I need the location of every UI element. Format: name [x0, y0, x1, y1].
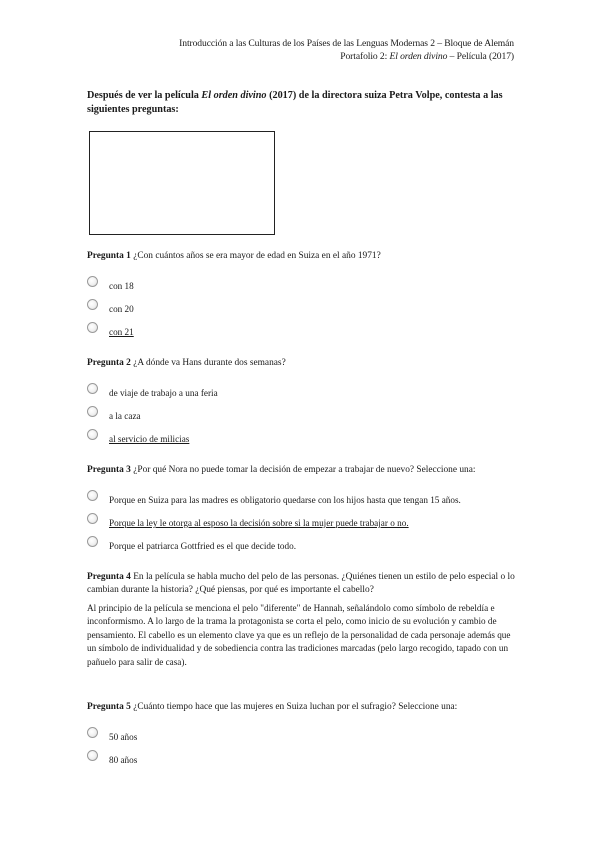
q2-option-3[interactable]: [87, 429, 507, 445]
q2-option-1[interactable]: de viaje de trabajo a una feria: [87, 383, 507, 399]
radio-icon[interactable]: [87, 490, 98, 501]
q1-selected-answer: con 21: [109, 327, 134, 337]
page-header: [179, 37, 514, 63]
header-portfolio-line: Portafolio 2: El orden divino – Película (2017): [340, 51, 514, 62]
question-3: Pregunta 3 ¿Por qué Nora no puede tomar la decisión de empezar a trabajar de nuevo? Seleccione una:: [87, 465, 476, 475]
radio-icon[interactable]: [87, 383, 98, 394]
q3-selected-answer: Porque la ley le otorga al esposo la decisión sobre si la mujer puede trabajar o no.: [109, 518, 409, 528]
q5-option-2[interactable]: 80 años: [87, 750, 507, 766]
radio-icon[interactable]: [87, 536, 98, 547]
q1-option-3[interactable]: [87, 322, 507, 338]
question-2: Pregunta 2 ¿A dónde va Hans durante dos semanas?: [87, 358, 286, 368]
radio-icon[interactable]: [87, 406, 98, 417]
header-course-line: Introducción a las Culturas de los Países de las Lenguas Modernas 2 – Bloque de Alemán: [179, 38, 514, 49]
question-4: Pregunta 4 En la película se habla mucho del pelo de las personas. ¿Quiénes tienen un estilo de pelo especial o lo cambian durante la historia? ¿Qué piensas, por qué es importante el cabello?: [87, 572, 515, 596]
radio-icon[interactable]: [87, 750, 98, 761]
q3-option-1[interactable]: Porque en Suiza para las madres es obligatorio quedarse con los hijos hasta que tengan 15 años.: [87, 490, 507, 506]
q1-option-2[interactable]: con 20: [87, 299, 507, 315]
q2-selected-answer: al servicio de milicias: [109, 434, 190, 444]
question-1: Pregunta 1 ¿Con cuántos años se era mayor de edad en Suiza en el año 1971?: [87, 251, 381, 261]
radio-icon[interactable]: [87, 429, 98, 440]
question-5: Pregunta 5 ¿Cuánto tiempo hace que las mujeres en Suiza luchan por el sufragio? Seleccione una:: [87, 702, 458, 712]
intro-film-title: El orden divino: [201, 90, 267, 101]
image-placeholder: [89, 131, 275, 235]
radio-icon[interactable]: [87, 513, 98, 524]
q5-option-1[interactable]: 50 años: [87, 727, 507, 743]
radio-icon[interactable]: [87, 276, 98, 287]
radio-icon[interactable]: [87, 727, 98, 738]
intro-text: Después de ver la película El orden divino (2017) de la directora suiza Petra Volpe, contesta a las siguientes preguntas:: [87, 90, 503, 115]
header-film-title: El orden divino: [389, 51, 448, 62]
radio-icon[interactable]: [87, 322, 98, 333]
q3-option-2[interactable]: [87, 513, 507, 529]
q1-option-1[interactable]: con 18: [87, 276, 507, 292]
q2-option-2[interactable]: a la caza: [87, 406, 507, 422]
q3-option-3[interactable]: Porque el patriarca Gottfried es el que decide todo.: [87, 536, 507, 552]
radio-icon[interactable]: [87, 299, 98, 310]
q4-answer-text: Al principio de la película se menciona el pelo "diferente" de Hannah, señalándolo como símbolo de rebeldía e inconformismo. A lo largo de la trama la protagonista se corta el pelo, como inicio de su evolución y cambio de pensamiento. El cabello es un elemento clave ya que es un reflejo de la personalidad de cada personaje además que un símbolo de individualidad y de sobediencia contra las tradiciones marcadas (pelo largo recogido, tapado con un pañuelo para salir de casa).: [87, 603, 511, 667]
